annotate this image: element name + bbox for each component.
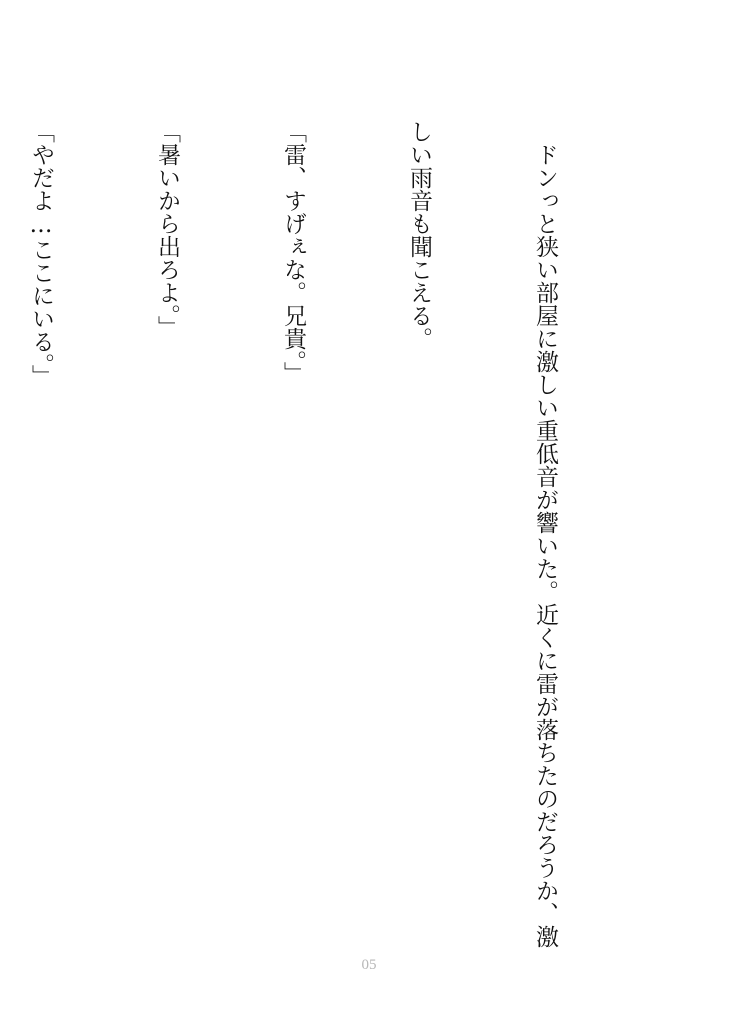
text-line: 「暑いから出ろよ。」 <box>154 120 180 339</box>
text-line: ドンっと狭い部屋に激しい重低音が響いた。近くに雷が落ちたのだろうか、激 <box>532 120 558 948</box>
page-number: 05 <box>361 957 377 973</box>
text-line: 「雷、すげぇな。兄貴。」 <box>280 120 306 385</box>
text-line: 「やだよ…ここにいる。」 <box>28 120 54 388</box>
vertical-text-body <box>0 120 650 948</box>
text-line: しい雨音も聞こえる。 <box>406 120 432 350</box>
